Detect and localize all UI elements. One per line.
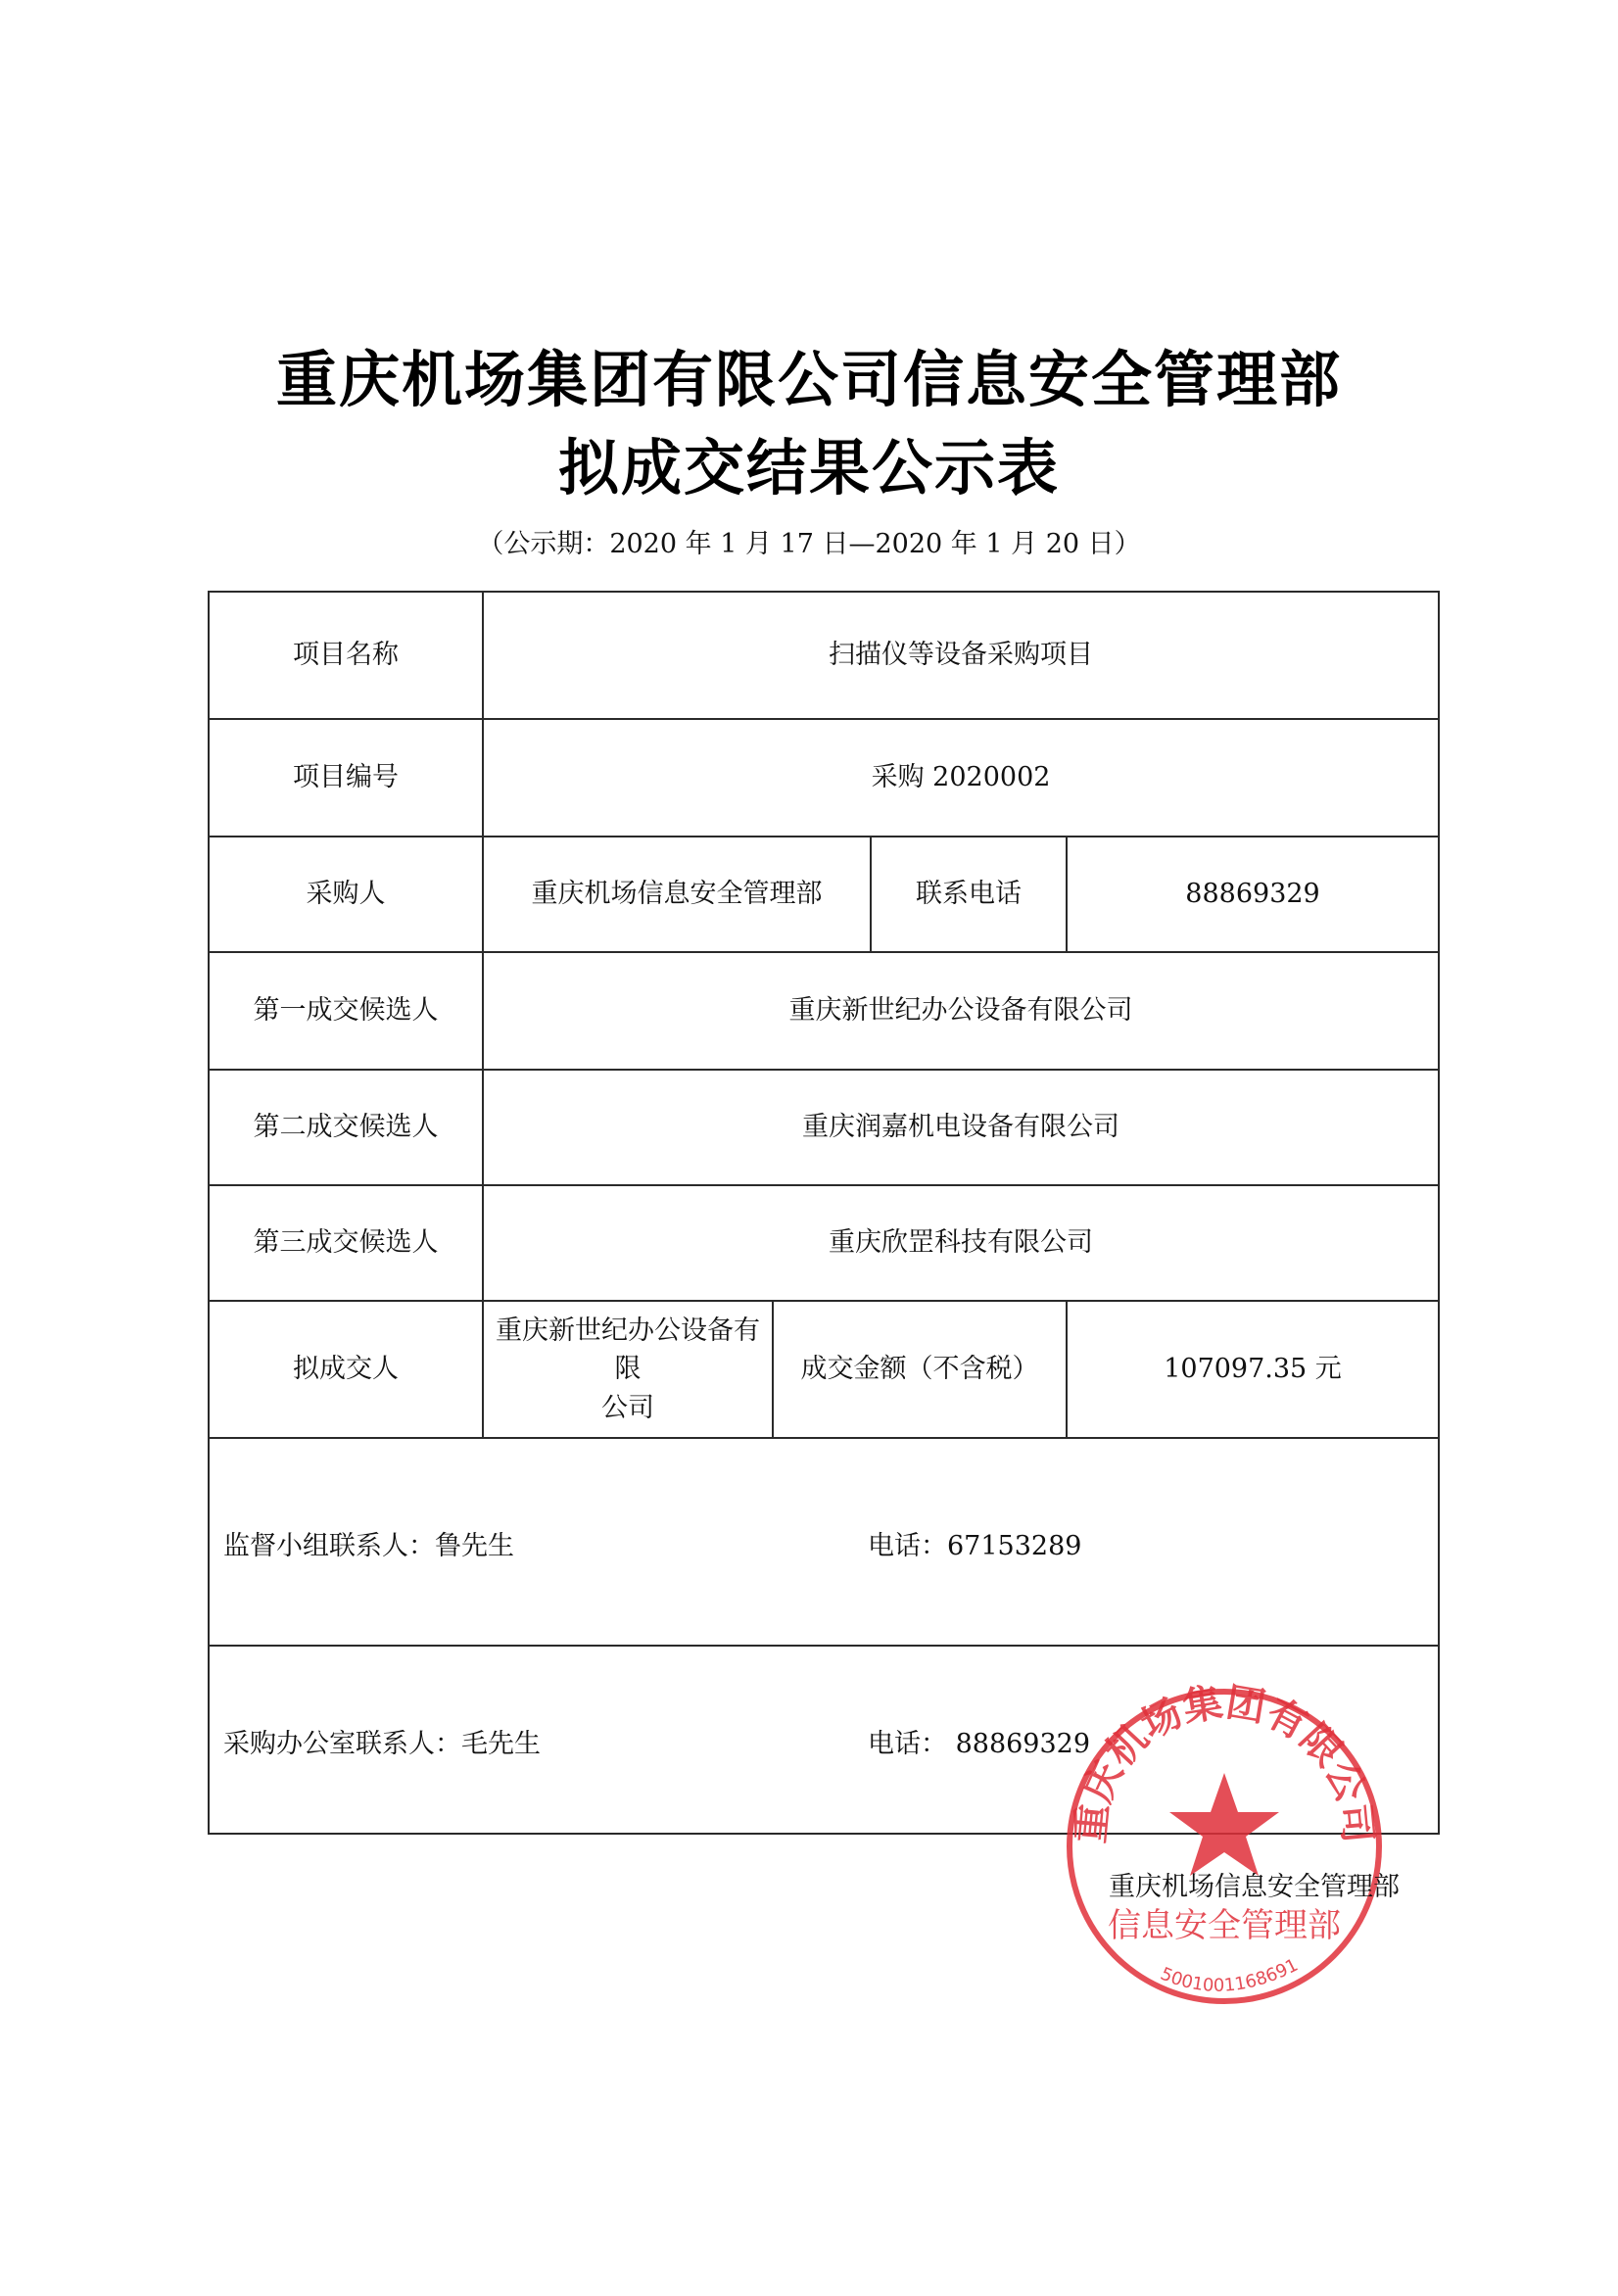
document-title-line2: 拟成交结果公示表 [557,432,1060,503]
table-row [209,592,1439,719]
project-number-value: 采购 2020002 [483,719,1439,837]
document-title-line1: 重庆机场集团有限公司信息安全管理部 [275,344,1342,415]
table-row [209,1301,1439,1438]
purchaser-value: 重庆机场信息安全管理部 [483,837,871,952]
proposed-winner-value [483,1301,773,1438]
seal-star-icon [1169,1773,1279,1876]
proposed-winner-label: 拟成交人 [209,1301,483,1438]
proposed-winner-line2: 公司 [601,1392,654,1423]
amount-value: 107097.35 元 [1067,1301,1439,1438]
amount-label: 成交金额（不含税） [773,1301,1067,1438]
official-seal-stamp [1058,1680,1391,2013]
table-row [209,1438,1439,1646]
contact-phone-label: 联系电话 [871,837,1067,952]
seal-outer-text: 重庆机场集团有限公司 [1068,1680,1381,1845]
office-contact: 采购办公室联系人：毛先生 [223,1729,541,1759]
project-name-value: 扫描仪等设备采购项目 [483,592,1439,719]
supervisor-contact: 监督小组联系人：鲁先生 [223,1531,514,1561]
purchaser-label: 采购人 [209,837,483,952]
publicity-period: （公示期：2020 年 1 月 17 日—2020 年 1 月 20 日） [477,529,1141,559]
table-row [209,837,1439,952]
result-table [208,591,1440,1835]
candidate2-label: 第二成交候选人 [209,1070,483,1185]
candidate1-label: 第一成交候选人 [209,952,483,1070]
table-row [209,1070,1439,1185]
supervisor-contact-cell [209,1438,1439,1646]
supervisor-phone: 电话：67153289 [868,1531,1082,1561]
project-name-label: 项目名称 [209,592,483,719]
seal-code: 5001001168691 [1157,1954,1302,1996]
candidate3-value: 重庆欣罡科技有限公司 [483,1185,1439,1301]
candidate2-value: 重庆润嘉机电设备有限公司 [483,1070,1439,1185]
candidate1-value: 重庆新世纪办公设备有限公司 [483,952,1439,1070]
seal-inner-text: 信息安全管理部 [1108,1906,1341,1945]
contact-phone-value: 88869329 [1067,837,1439,952]
table-row [209,952,1439,1070]
proposed-winner-line1: 重庆新世纪办公设备有限 [496,1315,760,1385]
footer-organization: 重庆机场信息安全管理部 [1109,1872,1400,1902]
candidate3-label: 第三成交候选人 [209,1185,483,1301]
table-row [209,1185,1439,1301]
table-row [209,719,1439,837]
office-phone: 电话： 88869329 [868,1729,1091,1759]
project-number-label: 项目编号 [209,719,483,837]
